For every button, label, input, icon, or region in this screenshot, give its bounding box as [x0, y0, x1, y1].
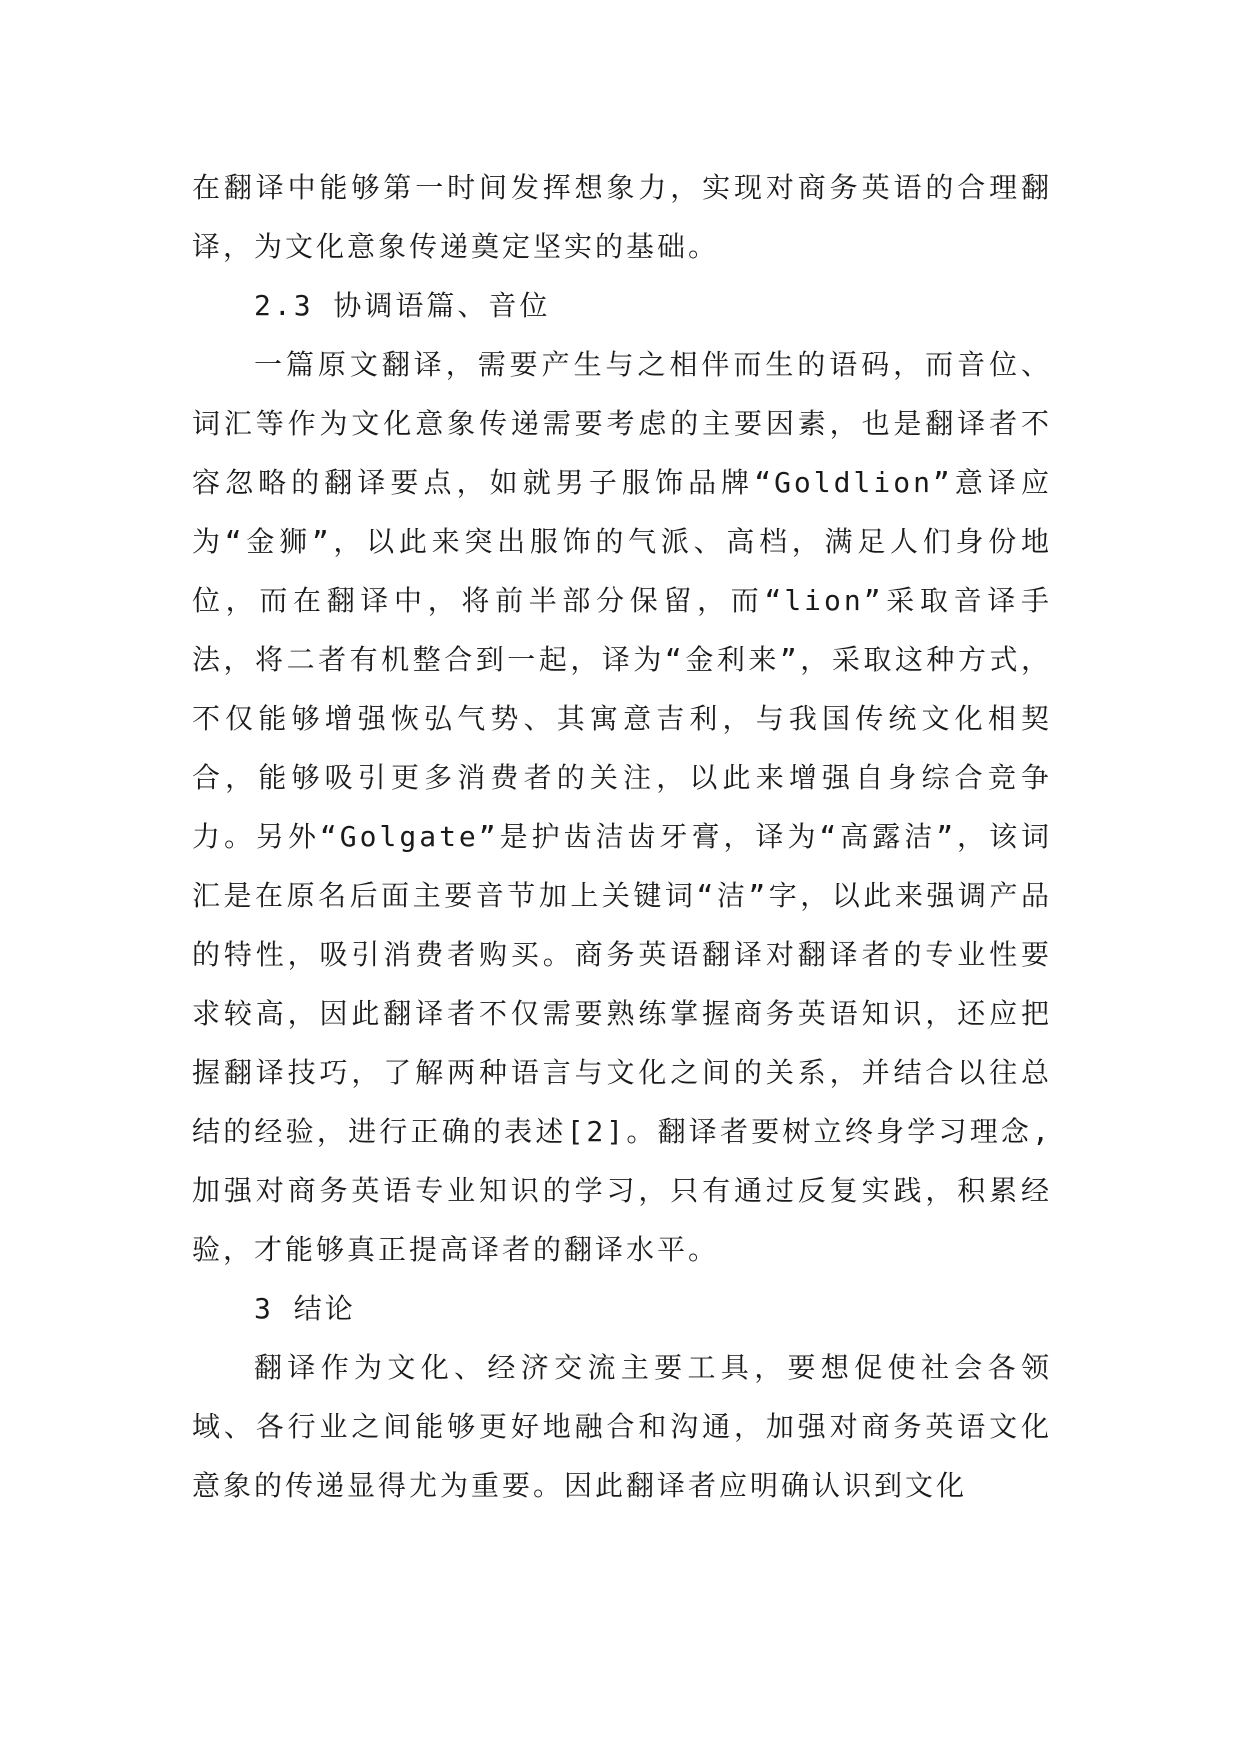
section-heading-conclusion: 3 结论 [254, 1292, 356, 1325]
section-heading-2-3: 2.3 协调语篇、音位 [254, 289, 551, 322]
paragraph-section-2-3: 一篇原文翻译，需要产生与之相伴而生的语码，而音位、词汇等作为文化意象传递需要考虑的主要因素，也是翻译者不容忽略的翻译要点，如就男子服饰品牌“Goldlion”意译应为“金狮”，以此来突出服饰的气派、高档，满足人们身份地位，而在翻译中，将前半部分保留，而“lion”采取音译手法，将二者有机整合到一起，译为“金利来”，采取这种方式，不仅能够增强恢弘气势、其寓意吉利，与我国传统文化相契合，能够吸引更多消费者的关注，以此来增强自身综合竞争力。另外“Golgate”是护齿洁齿牙膏，译为“高露洁”，该词汇是在原名后面主要音节加上关键词“洁”字，以此来强调产品的特性，吸引消费者购买。商务英语翻译对翻译者的专业性要求较高，因此翻译者不仅需要熟练掌握商务英语知识，还应把握翻译技巧，了解两种语言与文化之间的关系，并结合以往总结的经验，进行正确的表述[2]。翻译者要树立终身学习理念,加强对商务英语专业知识的学习，只有通过反复实践，积累经验，才能够真正提高译者的翻译水平。 [192, 348, 1052, 1266]
document-body [192, 158, 1052, 1515]
paragraph-conclusion: 翻译作为文化、经济交流主要工具，要想促使社会各领域、各行业之间能够更好地融合和沟通，加强对商务英语文化意象的传递显得尤为重要。因此翻译者应明确认识到文化 [192, 1351, 1052, 1502]
paragraph-continuation: 在翻译中能够第一时间发挥想象力，实现对商务英语的合理翻译，为文化意象传递奠定坚实的基础。 [192, 171, 1052, 263]
